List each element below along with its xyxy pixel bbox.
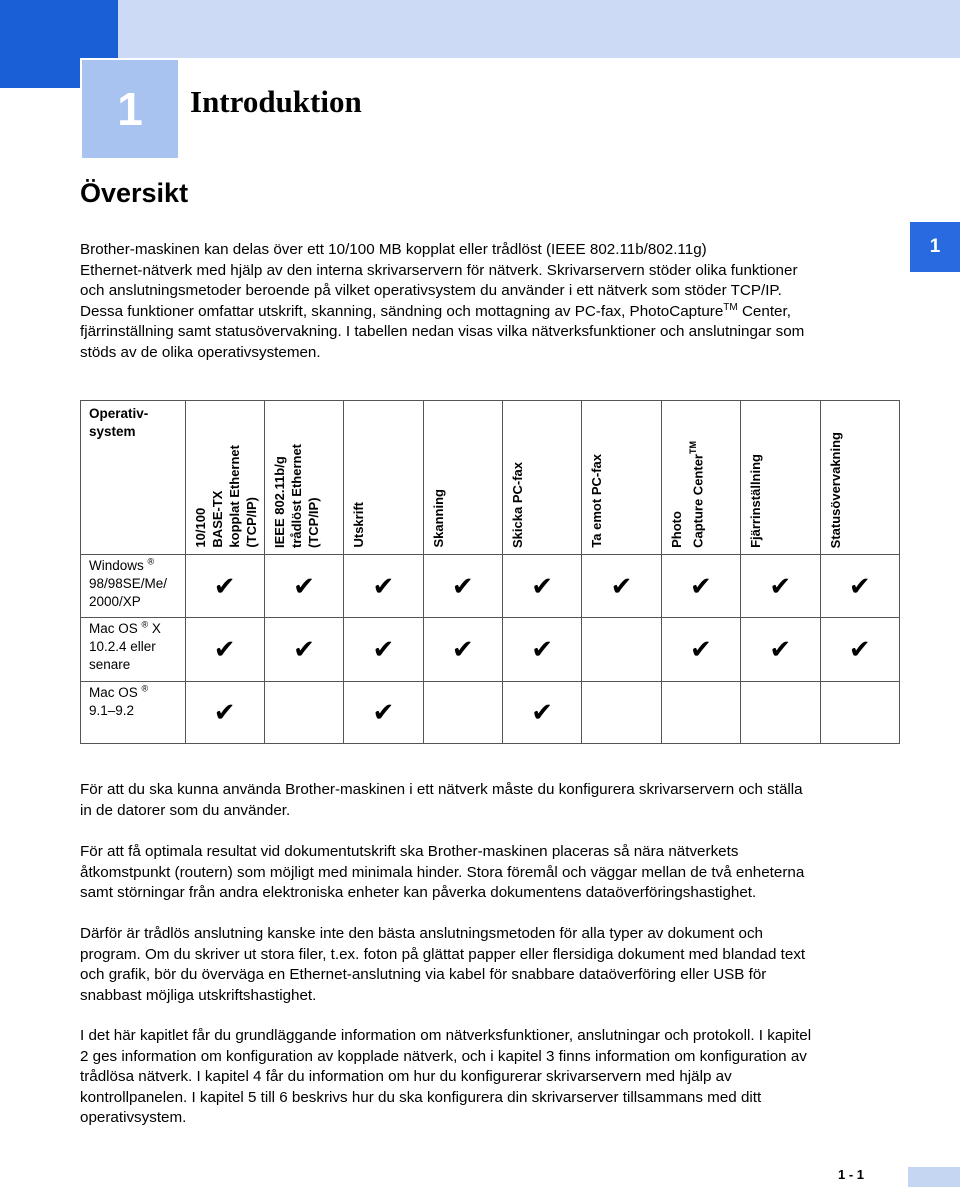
checkmark-icon: ✔	[293, 634, 315, 664]
support-check-cell	[503, 682, 582, 744]
paragraph-line: åtkomstpunkt (routern) som möjligt med minimala hinder. Stora föremål och väggar mellan de två enheterna	[80, 863, 805, 881]
column-header	[344, 401, 423, 555]
support-check-cell	[741, 555, 820, 618]
section-title: Översikt	[80, 178, 189, 208]
checkmark-icon: ✔	[451, 570, 474, 601]
support-check-cell	[344, 682, 423, 744]
support-check-cell	[661, 555, 740, 618]
paragraph-line: snabbast möjliga utskriftshastighet.	[80, 986, 317, 1004]
paragraph-3	[80, 924, 900, 1006]
checkmark-icon: ✔	[848, 570, 871, 601]
column-header	[741, 401, 820, 555]
table-row	[81, 618, 900, 682]
intro-line: stöds av de olika operativsystemen.	[80, 343, 321, 361]
registered-mark: ®	[141, 619, 149, 630]
paragraph-line: trådlösa nätverk. I kapitel 4 får du information om hur du konfigurerar skrivarservern med hjälp av	[80, 1068, 732, 1086]
paragraph-line: och grafik, bör du överväga en Ethernet-anslutning via kabel för snabbare dataöverföring eller USB för	[80, 966, 767, 984]
checkmark-icon: ✔	[531, 634, 554, 664]
registered-mark: ®	[141, 683, 149, 694]
support-check-cell	[185, 682, 264, 744]
empty-cell	[582, 618, 661, 682]
os-cell	[81, 682, 186, 744]
os-cell	[81, 618, 186, 682]
column-header-text: Skanning	[430, 489, 446, 548]
os-column-header	[81, 401, 186, 555]
support-check-cell	[185, 555, 264, 618]
support-check-cell	[820, 555, 900, 618]
checkmark-icon: ✔	[690, 634, 712, 664]
support-check-cell	[741, 618, 820, 682]
intro-text: Dessa funktioner omfattar utskrift, skanning, sändning och mottagning av PC-fax, PhotoCapture	[80, 302, 724, 320]
checkmark-icon: ✔	[531, 570, 554, 601]
os-name-suffix: X	[148, 621, 161, 636]
paragraph-line: För att få optimala resultat vid dokumentutskrift ska Brother-maskinen placeras så nära nätverkets	[80, 843, 739, 860]
trademark-mark: TM	[723, 301, 738, 313]
paragraph-4	[80, 1026, 900, 1129]
chapter-number-box	[80, 58, 178, 158]
os-version: 2000/XP	[89, 594, 141, 609]
trademark-mark: TM	[687, 441, 698, 455]
column-header-text: Fjärrinställning	[748, 454, 764, 548]
support-check-cell	[661, 618, 740, 682]
checkmark-icon: ✔	[213, 634, 236, 664]
os-cell	[81, 555, 186, 618]
paragraph-line: kontrollpanelen. I kapitel 5 till 6 beskrivs hur du ska konfigurera din skrivarserver tillsammans med ditt	[80, 1088, 762, 1106]
column-header-text: Utskrift	[351, 502, 367, 548]
support-check-cell	[344, 618, 423, 682]
empty-cell	[661, 682, 740, 744]
column-header-text: Skicka PC-fax	[510, 462, 525, 548]
registered-mark: ®	[147, 556, 155, 567]
paragraph-line: För att du ska kunna använda Brother-maskinen i ett nätverk måste du konfigurera skrivarservern och ställa	[80, 781, 803, 798]
column-header-text: 10/100 BASE-TX kopplat Ethernet (TCP/IP)	[192, 445, 259, 548]
chapter-number: 1	[117, 83, 143, 135]
paragraph-2	[80, 842, 900, 904]
support-check-cell	[582, 555, 661, 618]
chapter-side-tab[interactable]	[910, 222, 960, 272]
support-check-cell	[503, 618, 582, 682]
intro-line: och anslutningsmetoder beroende på vilket operativsystem du använder i ett nätverk som stöder TCP/IP.	[80, 282, 782, 300]
paragraph-line: I det här kapitlet får du grundläggande information om nätverksfunktioner, anslutningar och protokoll. I kapitel	[80, 1027, 812, 1044]
column-header	[423, 401, 502, 555]
os-name: Mac OS	[89, 621, 138, 636]
checkmark-icon: ✔	[451, 634, 474, 664]
header-band	[0, 0, 960, 58]
column-header-text: Statusövervakning	[827, 431, 843, 548]
column-header-text-part: Photo Capture Center	[668, 454, 706, 548]
empty-cell	[820, 682, 900, 744]
intro-text: Center,	[737, 302, 791, 320]
empty-cell	[423, 682, 502, 744]
paragraph-line: samt störningar från andra elektroniska enheter kan påverka dokumentens dataöverföringshastighet.	[80, 884, 757, 902]
column-header-text	[668, 441, 706, 548]
page-number: 1 - 1	[838, 1167, 865, 1182]
checkmark-icon: ✔	[213, 570, 236, 601]
table-row	[81, 555, 900, 618]
paragraph-line: Därför är trådlös anslutning kanske inte den bästa anslutningsmetoden för alla typer av dokument och	[80, 925, 763, 942]
checkmark-icon: ✔	[769, 570, 792, 601]
empty-cell	[582, 682, 661, 744]
column-header-text: Ta emot PC-fax	[589, 454, 605, 548]
paragraph-line: operativsystem.	[80, 1109, 187, 1127]
chapter-title: Introduktion	[190, 84, 362, 119]
column-header-text: IEEE 802.11b/g trådlöst Ethernet (TCP/IP)	[271, 443, 321, 548]
os-version: 9.1–9.2	[89, 703, 135, 718]
checkmark-icon: ✔	[531, 697, 554, 727]
column-header	[582, 401, 661, 555]
support-check-cell	[820, 618, 900, 682]
checkmark-icon: ✔	[690, 570, 712, 601]
table-header-row	[81, 401, 900, 555]
intro-line: Brother-maskinen kan delas över ett 10/100 MB kopplat eller trådlöst (IEEE 802.11b/802.11g)	[80, 241, 707, 258]
intro-line: fjärrinställning samt statusövervakning. I tabellen nedan visas vilka nätverksfunktioner och anslutningar som	[80, 323, 805, 341]
feature-table	[80, 400, 900, 744]
column-header	[185, 401, 264, 555]
column-header	[503, 401, 582, 555]
checkmark-icon: ✔	[769, 634, 792, 664]
support-check-cell	[423, 618, 502, 682]
os-version: 10.2.4 eller	[89, 639, 156, 654]
support-check-cell	[344, 555, 423, 618]
checkmark-icon: ✔	[372, 570, 395, 601]
column-header	[820, 401, 900, 555]
os-name: Windows	[89, 558, 144, 573]
support-check-cell	[264, 618, 343, 682]
checkmark-icon: ✔	[372, 634, 395, 664]
side-tab-label: 1	[929, 236, 941, 257]
os-version: senare	[89, 657, 131, 672]
column-header	[661, 401, 740, 555]
support-check-cell	[264, 555, 343, 618]
intro-line: Ethernet-nätverk med hjälp av den interna skrivarservern för nätverk. Skrivarservern stöder olika funktioner	[80, 261, 798, 279]
intro-line	[80, 302, 900, 323]
table-row	[81, 682, 900, 744]
paragraph-line: 2 ges information om konfiguration av kopplade nätverk, och i kapitel 3 finns information om konfiguration av	[80, 1047, 807, 1065]
checkmark-icon: ✔	[372, 697, 395, 727]
checkmark-icon: ✔	[293, 570, 315, 601]
empty-cell	[741, 682, 820, 744]
checkmark-icon: ✔	[848, 634, 871, 664]
intro-paragraph	[80, 240, 900, 364]
paragraph-1	[80, 780, 900, 821]
support-check-cell	[185, 618, 264, 682]
paragraph-line: in de datorer som du använder.	[80, 801, 291, 819]
checkmark-icon: ✔	[213, 697, 236, 727]
os-version: 98/98SE/Me/	[89, 576, 168, 591]
os-name: Mac OS	[89, 685, 138, 700]
empty-cell	[264, 682, 343, 744]
support-check-cell	[423, 555, 502, 618]
paragraph-line: program. Om du skriver ut stora filer, t.ex. foton på glättat papper eller flersidiga dokument med blandad text	[80, 945, 806, 963]
checkmark-icon: ✔	[610, 570, 633, 601]
support-check-cell	[503, 555, 582, 618]
os-header-text: Operativ- system	[89, 406, 149, 439]
column-header	[264, 401, 343, 555]
footer-bar	[908, 1167, 960, 1187]
